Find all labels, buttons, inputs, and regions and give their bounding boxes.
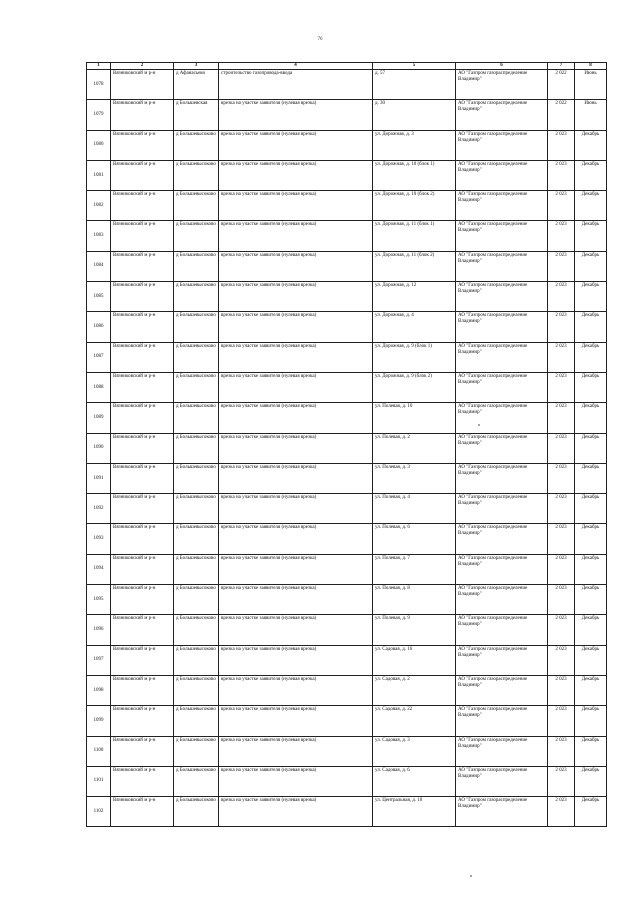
work-type-cell: строительство газопровода-ввода xyxy=(219,70,373,100)
work-type-cell: врезка на участке заявителя (нулевая врезка) xyxy=(219,221,373,251)
settlement-cell: д Большевысоково xyxy=(174,191,219,221)
organization-cell: АО "Газпром газораспределение Владимир" xyxy=(456,615,548,645)
row-number: 1100 xyxy=(87,736,111,766)
month-cell: Декабрь xyxy=(575,736,607,766)
work-type-cell: врезка на участке заявителя (нулевая врезка) xyxy=(219,191,373,221)
district-cell: Вязниковский м р-н xyxy=(111,342,174,372)
table-row xyxy=(87,645,607,675)
row-number: 1096 xyxy=(87,615,111,645)
header-col-3: 3 xyxy=(174,63,219,70)
row-number: 1093 xyxy=(87,524,111,554)
organization-cell: АО "Газпром газораспределение Владимир" xyxy=(456,797,548,827)
district-cell: Вязниковский м р-н xyxy=(111,191,174,221)
settlement-cell: д Большевысоково xyxy=(174,645,219,675)
table-row xyxy=(87,554,607,584)
address-cell: ул. Дорожная, д. 9 (блок 1) xyxy=(373,342,456,372)
district-cell: Вязниковский м р-н xyxy=(111,675,174,705)
address-cell: ул. Полевая, д. 6 xyxy=(373,524,456,554)
row-number: 1091 xyxy=(87,463,111,493)
address-cell: ул. Полевая, д. 7 xyxy=(373,554,456,584)
district-cell: Вязниковский м р-н xyxy=(111,100,174,130)
address-cell: ул. Дорожная, д. 3 xyxy=(373,130,456,160)
district-cell: Вязниковский м р-н xyxy=(111,372,174,402)
month-cell: Декабрь xyxy=(575,494,607,524)
organization-cell: АО "Газпром газораспределение Владимир" xyxy=(456,403,548,433)
month-cell: Декабрь xyxy=(575,706,607,736)
district-cell: Вязниковский м р-н xyxy=(111,70,174,100)
district-cell: Вязниковский м р-н xyxy=(111,766,174,796)
address-cell: ул. Садовая, д. 3 xyxy=(373,736,456,766)
table-row xyxy=(87,372,607,402)
table-row xyxy=(87,403,607,433)
work-type-cell: врезка на участке заявителя (нулевая врезка) xyxy=(219,615,373,645)
table-row xyxy=(87,524,607,554)
organization-cell: АО "Газпром газораспределение Владимир" xyxy=(456,160,548,190)
settlement-cell: д Большевская xyxy=(174,100,219,130)
organization-cell: АО "Газпром газораспределение Владимир" xyxy=(456,100,548,130)
district-cell: Вязниковский м р-н xyxy=(111,554,174,584)
settlement-cell: д Большевысоково xyxy=(174,524,219,554)
table-row xyxy=(87,160,607,190)
work-type-cell: врезка на участке заявителя (нулевая врезка) xyxy=(219,675,373,705)
settlement-cell: д Большевысоково xyxy=(174,615,219,645)
year-cell: 2 023 xyxy=(548,675,575,705)
address-cell: ул. Садовая, д. 2 xyxy=(373,675,456,705)
work-type-cell: врезка на участке заявителя (нулевая врезка) xyxy=(219,433,373,463)
month-cell: Декабрь xyxy=(575,797,607,827)
settlement-cell: д Большевысоково xyxy=(174,403,219,433)
month-cell: Декабрь xyxy=(575,160,607,190)
header-col-6: 6 xyxy=(456,63,548,70)
header-row xyxy=(87,63,607,70)
address-cell: ул. Садовая, д. 16 xyxy=(373,645,456,675)
year-cell: 2 023 xyxy=(548,282,575,312)
row-number: 1079 xyxy=(87,100,111,130)
month-cell: Декабрь xyxy=(575,342,607,372)
settlement-cell: д Большевысоково xyxy=(174,736,219,766)
month-cell: Декабрь xyxy=(575,766,607,796)
organization-cell: АО "Газпром газораспределение Владимир" xyxy=(456,585,548,615)
row-number: 1089 xyxy=(87,403,111,433)
settlement-cell: д Большевысоково xyxy=(174,342,219,372)
settlement-cell: д Большевысоково xyxy=(174,797,219,827)
month-cell: Декабрь xyxy=(575,221,607,251)
organization-cell: АО "Газпром газораспределение Владимир" xyxy=(456,433,548,463)
month-cell: Декабрь xyxy=(575,524,607,554)
month-cell: Декабрь xyxy=(575,433,607,463)
address-cell: ул. Полевая, д. 2 xyxy=(373,433,456,463)
settlement-cell: д Большевысоково xyxy=(174,675,219,705)
address-cell: д. 30 xyxy=(373,100,456,130)
year-cell: 2 023 xyxy=(548,797,575,827)
settlement-cell: д Большевысоково xyxy=(174,312,219,342)
month-cell: Декабрь xyxy=(575,251,607,281)
header-col-2: 2 xyxy=(111,63,174,70)
settlement-cell: д Большевысоково xyxy=(174,251,219,281)
table-row xyxy=(87,675,607,705)
month-cell: Декабрь xyxy=(575,675,607,705)
works-table xyxy=(86,62,607,827)
header-col-5: 5 xyxy=(373,63,456,70)
month-cell: Декабрь xyxy=(575,130,607,160)
district-cell: Вязниковский м р-н xyxy=(111,433,174,463)
month-cell: Декабрь xyxy=(575,554,607,584)
month-cell: Декабрь xyxy=(575,615,607,645)
work-type-cell: врезка на участке заявителя (нулевая врезка) xyxy=(219,585,373,615)
month-cell: Июнь xyxy=(575,70,607,100)
month-cell: Декабрь xyxy=(575,282,607,312)
organization-cell: АО "Газпром газораспределение Владимир" xyxy=(456,251,548,281)
row-number: 1098 xyxy=(87,675,111,705)
address-cell: ул. Дорожная, д. 11 (блок 2) xyxy=(373,251,456,281)
address-cell: д. 57 xyxy=(373,70,456,100)
settlement-cell: д Большевысоково xyxy=(174,372,219,402)
address-cell: ул. Полевая, д. 10 xyxy=(373,403,456,433)
address-cell: ул. Центральная, д. 10 xyxy=(373,797,456,827)
address-cell: ул. Дорожная, д. 11 (блок 1) xyxy=(373,221,456,251)
year-cell: 2 023 xyxy=(548,221,575,251)
row-number: 1083 xyxy=(87,221,111,251)
year-cell: 2 023 xyxy=(548,615,575,645)
settlement-cell: д Большевысоково xyxy=(174,433,219,463)
year-cell: 2 023 xyxy=(548,645,575,675)
district-cell: Вязниковский м р-н xyxy=(111,524,174,554)
settlement-cell: д Большевысоково xyxy=(174,282,219,312)
row-number: 1094 xyxy=(87,554,111,584)
row-number: 1101 xyxy=(87,766,111,796)
month-cell: Декабрь xyxy=(575,372,607,402)
year-cell: 2 023 xyxy=(548,160,575,190)
row-number: 1090 xyxy=(87,433,111,463)
address-cell: ул. Полевая, д. 4 xyxy=(373,494,456,524)
work-type-cell: врезка на участке заявителя (нулевая врезка) xyxy=(219,463,373,493)
organization-cell: АО "Газпром газораспределение Владимир" xyxy=(456,372,548,402)
month-cell: Июнь xyxy=(575,100,607,130)
address-cell: ул. Дорожная, д. 10 (блок 2) xyxy=(373,191,456,221)
table-row xyxy=(87,342,607,372)
settlement-cell: д Большевысоково xyxy=(174,585,219,615)
settlement-cell: д Большевысоково xyxy=(174,221,219,251)
work-type-cell: врезка на участке заявителя (нулевая врезка) xyxy=(219,706,373,736)
district-cell: Вязниковский м р-н xyxy=(111,282,174,312)
district-cell: Вязниковский м р-н xyxy=(111,736,174,766)
settlement-cell: д Большевысоково xyxy=(174,494,219,524)
work-type-cell: врезка на участке заявителя (нулевая врезка) xyxy=(219,130,373,160)
table-header xyxy=(87,63,607,70)
work-type-cell: врезка на участке заявителя (нулевая врезка) xyxy=(219,524,373,554)
settlement-cell: д Афанасьево xyxy=(174,70,219,100)
row-number: 1087 xyxy=(87,342,111,372)
month-cell: Декабрь xyxy=(575,191,607,221)
month-cell: Декабрь xyxy=(575,585,607,615)
district-cell: Вязниковский м р-н xyxy=(111,494,174,524)
address-cell: ул. Дорожная, д. 10 (блок 1) xyxy=(373,160,456,190)
organization-cell: АО "Газпром газораспределение Владимир" xyxy=(456,494,548,524)
organization-cell: АО "Газпром газораспределение Владимир" xyxy=(456,706,548,736)
row-number: 1081 xyxy=(87,160,111,190)
work-type-cell: врезка на участке заявителя (нулевая врезка) xyxy=(219,645,373,675)
address-cell: ул. Дорожная, д. 12 xyxy=(373,282,456,312)
row-number: 1095 xyxy=(87,585,111,615)
address-cell: ул. Дорожная, д. 9 (блок 2) xyxy=(373,372,456,402)
work-type-cell: врезка на участке заявителя (нулевая врезка) xyxy=(219,282,373,312)
work-type-cell: врезка на участке заявителя (нулевая врезка) xyxy=(219,100,373,130)
table-body xyxy=(87,70,607,827)
table-row xyxy=(87,463,607,493)
year-cell: 2 023 xyxy=(548,130,575,160)
settlement-cell: д Большевысоково xyxy=(174,766,219,796)
address-cell: ул. Дорожная, д. 4 xyxy=(373,312,456,342)
row-number: 1099 xyxy=(87,706,111,736)
table-row xyxy=(87,251,607,281)
organization-cell: АО "Газпром газораспределение Владимир" xyxy=(456,221,548,251)
year-cell: 2 023 xyxy=(548,312,575,342)
district-cell: Вязниковский м р-н xyxy=(111,160,174,190)
table-row xyxy=(87,100,607,130)
table-row xyxy=(87,221,607,251)
organization-cell: АО "Газпром газораспределение Владимир" xyxy=(456,342,548,372)
work-type-cell: врезка на участке заявителя (нулевая врезка) xyxy=(219,766,373,796)
table-row xyxy=(87,615,607,645)
row-number: 1097 xyxy=(87,645,111,675)
district-cell: Вязниковский м р-н xyxy=(111,615,174,645)
table-row xyxy=(87,797,607,827)
organization-cell: АО "Газпром газораспределение Владимир" xyxy=(456,675,548,705)
table-row xyxy=(87,282,607,312)
table-row xyxy=(87,766,607,796)
year-cell: 2 022 xyxy=(548,70,575,100)
row-number: 1080 xyxy=(87,130,111,160)
row-number: 1086 xyxy=(87,312,111,342)
year-cell: 2 023 xyxy=(548,191,575,221)
scan-speck xyxy=(470,875,472,877)
month-cell: Декабрь xyxy=(575,403,607,433)
month-cell: Декабрь xyxy=(575,463,607,493)
row-number: 1092 xyxy=(87,494,111,524)
month-cell: Декабрь xyxy=(575,645,607,675)
year-cell: 2 023 xyxy=(548,554,575,584)
settlement-cell: д Большевысоково xyxy=(174,463,219,493)
year-cell: 2 023 xyxy=(548,433,575,463)
row-number: 1102 xyxy=(87,797,111,827)
header-col-8: 8 xyxy=(575,63,607,70)
address-cell: ул. Полевая, д. 3 xyxy=(373,463,456,493)
table-row xyxy=(87,494,607,524)
table-row xyxy=(87,585,607,615)
year-cell: 2 022 xyxy=(548,100,575,130)
year-cell: 2 023 xyxy=(548,251,575,281)
month-cell: Декабрь xyxy=(575,312,607,342)
district-cell: Вязниковский м р-н xyxy=(111,463,174,493)
table-row xyxy=(87,191,607,221)
settlement-cell: д Большевысоково xyxy=(174,554,219,584)
table-row xyxy=(87,130,607,160)
district-cell: Вязниковский м р-н xyxy=(111,312,174,342)
row-number: 1085 xyxy=(87,282,111,312)
district-cell: Вязниковский м р-н xyxy=(111,251,174,281)
work-type-cell: врезка на участке заявителя (нулевая врезка) xyxy=(219,251,373,281)
work-type-cell: врезка на участке заявителя (нулевая врезка) xyxy=(219,160,373,190)
work-type-cell: врезка на участке заявителя (нулевая врезка) xyxy=(219,403,373,433)
header-col-7: 7 xyxy=(548,63,575,70)
year-cell: 2 023 xyxy=(548,463,575,493)
organization-cell: АО "Газпром газораспределение Владимир" xyxy=(456,645,548,675)
organization-cell: АО "Газпром газораспределение Владимир" xyxy=(456,312,548,342)
address-cell: ул. Полевая, д. 8 xyxy=(373,585,456,615)
organization-cell: АО "Газпром газораспределение Владимир" xyxy=(456,130,548,160)
year-cell: 2 023 xyxy=(548,403,575,433)
organization-cell: АО "Газпром газораспределение Владимир" xyxy=(456,191,548,221)
district-cell: Вязниковский м р-н xyxy=(111,797,174,827)
row-number: 1088 xyxy=(87,372,111,402)
year-cell: 2 023 xyxy=(548,372,575,402)
work-type-cell: врезка на участке заявителя (нулевая врезка) xyxy=(219,494,373,524)
work-type-cell: врезка на участке заявителя (нулевая врезка) xyxy=(219,312,373,342)
row-number: 1082 xyxy=(87,191,111,221)
work-type-cell: врезка на участке заявителя (нулевая врезка) xyxy=(219,736,373,766)
row-number: 1078 xyxy=(87,70,111,100)
organization-cell: АО "Газпром газораспределение Владимир" xyxy=(456,463,548,493)
year-cell: 2 023 xyxy=(548,706,575,736)
organization-cell: АО "Газпром газораспределение Владимир" xyxy=(456,70,548,100)
work-type-cell: врезка на участке заявителя (нулевая врезка) xyxy=(219,797,373,827)
district-cell: Вязниковский м р-н xyxy=(111,221,174,251)
header-col-1: 1 xyxy=(87,63,111,70)
year-cell: 2 023 xyxy=(548,342,575,372)
district-cell: Вязниковский м р-н xyxy=(111,130,174,160)
table-row xyxy=(87,70,607,100)
organization-cell: АО "Газпром газораспределение Владимир" xyxy=(456,282,548,312)
table-row xyxy=(87,433,607,463)
year-cell: 2 023 xyxy=(548,494,575,524)
header-col-4: 4 xyxy=(219,63,373,70)
address-cell: ул. Садовая, д. 6 xyxy=(373,766,456,796)
settlement-cell: д Большевысоково xyxy=(174,130,219,160)
table-row xyxy=(87,312,607,342)
organization-cell: АО "Газпром газораспределение Владимир" xyxy=(456,736,548,766)
year-cell: 2 023 xyxy=(548,766,575,796)
year-cell: 2 023 xyxy=(548,585,575,615)
year-cell: 2 023 xyxy=(548,524,575,554)
work-type-cell: врезка на участке заявителя (нулевая врезка) xyxy=(219,554,373,584)
scan-speck xyxy=(478,424,480,426)
settlement-cell: д Большевысоково xyxy=(174,706,219,736)
district-cell: Вязниковский м р-н xyxy=(111,706,174,736)
settlement-cell: д Большевысоково xyxy=(174,160,219,190)
address-cell: ул. Полевая, д. 9 xyxy=(373,615,456,645)
year-cell: 2 023 xyxy=(548,736,575,766)
district-cell: Вязниковский м р-н xyxy=(111,585,174,615)
district-cell: Вязниковский м р-н xyxy=(111,645,174,675)
organization-cell: АО "Газпром газораспределение Владимир" xyxy=(456,554,548,584)
table-row xyxy=(87,736,607,766)
address-cell: ул. Садовая, д. 22 xyxy=(373,706,456,736)
page-number: 76 xyxy=(317,37,323,42)
table-row xyxy=(87,706,607,736)
row-number: 1084 xyxy=(87,251,111,281)
work-type-cell: врезка на участке заявителя (нулевая врезка) xyxy=(219,342,373,372)
work-type-cell: врезка на участке заявителя (нулевая врезка) xyxy=(219,372,373,402)
organization-cell: АО "Газпром газораспределение Владимир" xyxy=(456,766,548,796)
organization-cell: АО "Газпром газораспределение Владимир" xyxy=(456,524,548,554)
district-cell: Вязниковский м р-н xyxy=(111,403,174,433)
